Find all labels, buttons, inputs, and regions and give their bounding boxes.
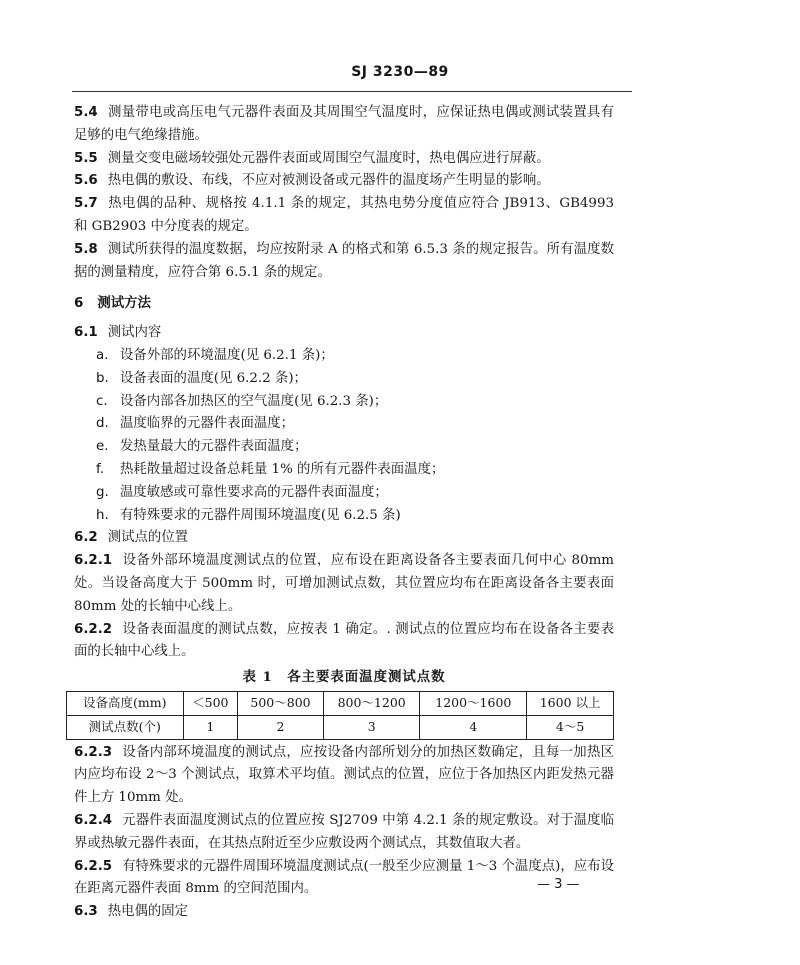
- list-item: d. 温度临界的元器件表面温度；: [96, 416, 295, 432]
- clause-6-2-1: 6.2.1 设备外部环境温度测试点的位置，应布设在距离设备各主要表面几何中心 80mm 处。当设备高度大于 500mm 时，可增加测试点数，其位置应均布在距离设备各主要表面 80mm 处的长轴中心线上。: [74, 553, 614, 614]
- list-item: a. 设备外部的环境温度(见 6.2.1 条)；: [96, 347, 334, 363]
- table-cell: 设备高度(mm): [67, 691, 184, 715]
- list-item: e. 发热量最大的元器件表面温度；: [96, 439, 308, 455]
- list-item: b. 设备表面的温度(见 6.2.2 条)；: [96, 370, 307, 386]
- table-cell: 4: [420, 715, 527, 739]
- table-cell: 3: [323, 715, 419, 739]
- list-item: h. 有特殊要求的元器件周围环境温度(见 6.2.5 条): [96, 507, 401, 523]
- table-cell: 2: [238, 715, 324, 739]
- clause-5-8: 5.8 测试所获得的温度数据，均应按附录 A 的格式和第 6.5.3 条的规定报告。所有温度数据的测量精度，应符合第 6.5.1 条的规定。: [74, 241, 614, 280]
- table-cell: ＜500: [183, 691, 237, 715]
- table-row: [67, 691, 614, 715]
- table-1: [66, 691, 614, 740]
- clause-5-7: 5.7 热电偶的品种、规格按 4.1.1 条的规定，其热电势分度值应符合 JB913、GB4993 和 GB2903 中分度表的规定。: [74, 196, 614, 234]
- list-item: c. 设备内部各加热区的空气温度(见 6.2.3 条)；: [96, 393, 388, 409]
- header-rule: [72, 91, 632, 92]
- table-cell: 1: [183, 715, 237, 739]
- table-cell: 1600 以上: [527, 691, 614, 715]
- clause-5-4: 5.4 测量带电或高压电气元器件表面及其周围空气温度时，应保证热电偶或测试装置具有足够的电气绝缘措施。: [74, 105, 614, 143]
- table-cell: 4～5: [527, 715, 614, 739]
- list-item: f. 热耗散量超过设备总耗量 1% 的所有元器件表面温度；: [96, 461, 445, 477]
- clause-6-2-5: 6.2.5 有特殊要求的元器件周围环境温度测试点(一般至少应测量 1～3 个温度点)，应布设在距离元器件表面 8mm 的空间范围内。: [74, 858, 614, 897]
- section-6-title: 6 测试方法: [74, 295, 151, 312]
- page-number: — 3 —: [537, 877, 580, 892]
- table-cell: 1200～1600: [420, 691, 527, 715]
- list-item: g. 温度敏感或可靠性要求高的元器件表面温度；: [96, 484, 388, 500]
- table-cell: 500～800: [238, 691, 324, 715]
- clause-6-2-2: 6.2.2 设备表面温度的测试点数，应按表 1 确定。. 测试点的位置应均布在设备各主要表面的长轴中心线上。: [74, 621, 614, 660]
- table-cell: 测试点数(个): [67, 715, 184, 739]
- clause-5-6: 5.6 热电偶的敷设、布线，不应对被测设备或元器件的温度场产生明显的影响。: [74, 173, 550, 189]
- section-6-2-title: 6.2 测试点的位置: [74, 530, 189, 546]
- test-content-list: [74, 345, 614, 527]
- section-6-1-title: 6.1 测试内容: [74, 325, 162, 341]
- clause-6-2-3: 6.2.3 设备内部环境温度的测试点，应按设备内部所划分的加热区数确定，且每一加热区内应均布设 2～3 个测试点，取算术平均值。测试点的位置，应位于各加热区内距发热元器件上方 10mm 处。: [74, 744, 614, 806]
- clause-6-2-4: 6.2.4 元器件表面温度测试点的位置应按 SJ2709 中第 4.2.1 条的规定敷设。对于温度临界或热敏元器件表面，在其热点附近至少应敷设两个测试点，其数值取大者。: [74, 812, 614, 851]
- standard-code-header: SJ 3230—89: [351, 64, 449, 80]
- table-cell: 800～1200: [323, 691, 419, 715]
- clause-5-5: 5.5 测量交变电磁场较强处元器件表面或周围空气温度时，热电偶应进行屏蔽。: [74, 150, 550, 166]
- table-row: [67, 715, 614, 739]
- section-6-3-title: 6.3 热电偶的固定: [74, 904, 189, 920]
- document-body: [74, 102, 614, 924]
- table-1-caption: 表 1 各主要表面温度测试点数: [242, 669, 446, 686]
